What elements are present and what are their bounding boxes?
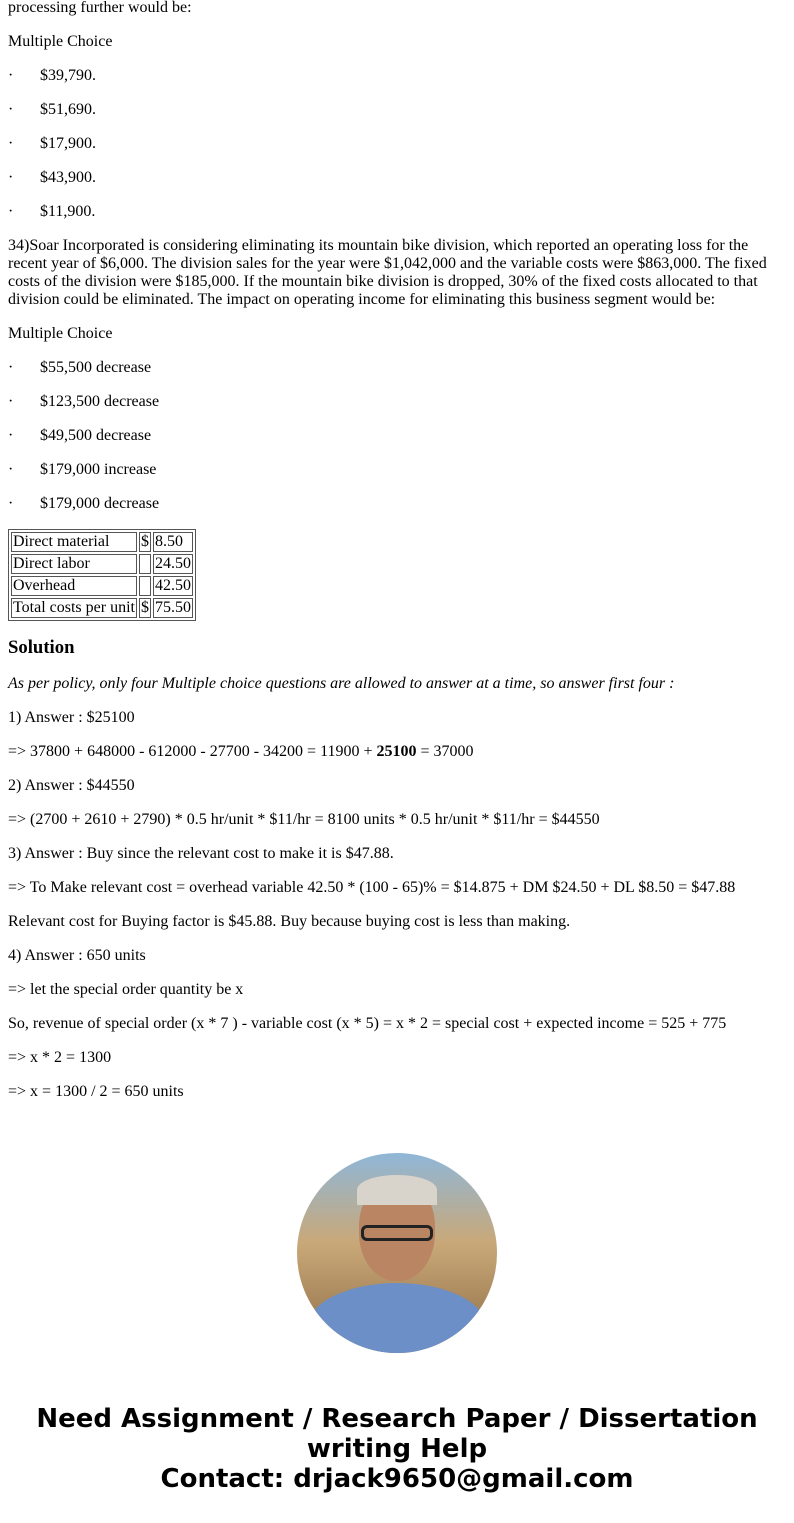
q34-text: 34)Soar Incorporated is considering eliminating its mountain bike division, which reported an operating loss for the recent year of $6,000. The division sales for the year were $1,042,000 and the variable costs were $863,000. The fixed costs of the division were $185,000. If the mountain bike division is dropped, 30% of the fixed costs allocated to that division could be eliminated. The impact on operating income for eliminating this business segment would be: [8, 237, 767, 308]
bullet: · [8, 135, 14, 152]
q33-option [8, 169, 786, 187]
table-cell: Direct labor [11, 554, 137, 574]
q34-option [8, 359, 786, 377]
q34-option [8, 495, 786, 513]
q34-option [8, 393, 786, 411]
table-cell [139, 576, 151, 596]
table-cell: $ [140, 533, 149, 550]
policy-note: As per policy, only four Multiple choice questions are allowed to answer at a time, so answer first four : [8, 675, 675, 692]
q34-multiple-choice-label: Multiple Choice [8, 325, 113, 342]
option-text: $49,500 decrease [40, 427, 152, 444]
cost-table [8, 529, 196, 621]
answer-4-step-1: => let the special order quantity be x [8, 981, 244, 998]
table-row [11, 598, 193, 618]
option-text: $179,000 increase [40, 461, 157, 478]
bullet: · [8, 101, 14, 118]
option-text: $179,000 decrease [40, 495, 160, 512]
bullet: · [8, 67, 14, 84]
footer-line-1: Need Assignment / Research Paper / Dissertation writing Help [36, 1404, 758, 1464]
q34-option [8, 427, 786, 445]
table-cell: 24.50 [154, 555, 191, 572]
footer-contact [0, 1404, 794, 1494]
q33-option [8, 203, 786, 221]
table-cell [139, 554, 151, 574]
answer-4-step-3: => x * 2 = 1300 [8, 1049, 112, 1066]
bullet: · [8, 359, 14, 376]
option-text: $39,790. [40, 67, 96, 84]
answer-2-work: => (2700 + 2610 + 2790) * 0.5 hr/unit * $11/hr = 8100 units * 0.5 hr/unit * $11/hr = $44550 [8, 811, 600, 828]
option-text: $51,690. [40, 101, 96, 118]
answer-4-step-2: So, revenue of special order (x * 7 ) - variable cost (x * 5) = x * 2 = special cost + expected income = 525 + 775 [8, 1015, 727, 1032]
table-cell: Total costs per unit [13, 599, 135, 616]
answer-1: 1) Answer : $25100 [8, 709, 135, 726]
option-text: $123,500 decrease [40, 393, 160, 410]
q33-option [8, 135, 786, 153]
table-cell: $ [140, 599, 149, 616]
answer-3: 3) Answer : Buy since the relevant cost to make it is $47.88. [8, 845, 394, 862]
bullet: · [8, 495, 14, 512]
author-photo [297, 1153, 497, 1353]
answer-1-work: => 37800 + 648000 - 612000 - 27700 - 34200 = 11900 + 25100 = 37000 [8, 743, 474, 760]
table-cell: 75.50 [154, 599, 191, 616]
table-cell: 8.50 [153, 532, 193, 552]
answer-4-step-4: => x = 1300 / 2 = 650 units [8, 1083, 184, 1100]
bullet: · [8, 427, 14, 444]
q33-option [8, 67, 786, 85]
q34-option [8, 461, 786, 479]
option-text: $55,500 decrease [40, 359, 152, 376]
table-cell: Overhead [11, 576, 137, 596]
q33-tail: processing further would be: [8, 0, 192, 16]
table-row [11, 576, 193, 596]
bullet: · [8, 203, 14, 220]
answer-4: 4) Answer : 650 units [8, 947, 146, 964]
bullet: · [8, 393, 14, 410]
footer-line-2: Contact: drjack9650@gmail.com [160, 1464, 634, 1494]
q33-multiple-choice-label: Multiple Choice [8, 33, 113, 50]
option-text: $43,900. [40, 169, 96, 186]
table-row [11, 554, 193, 574]
table-cell: 42.50 [154, 577, 191, 594]
table-cell: Direct material [11, 532, 137, 552]
table-row [11, 532, 193, 552]
answer-2: 2) Answer : $44550 [8, 777, 135, 794]
answer-3-note: Relevant cost for Buying factor is $45.88. Buy because buying cost is less than making. [8, 913, 571, 930]
option-text: $17,900. [40, 135, 96, 152]
bullet: · [8, 461, 14, 478]
answer-3-work: => To Make relevant cost = overhead variable 42.50 * (100 - 65)% = $14.875 + DM $24.50 + DL $8.50 = $47.88 [8, 879, 736, 896]
document [8, 0, 786, 1117]
q33-option [8, 101, 786, 119]
solution-heading: Solution [8, 637, 75, 658]
option-text: $11,900. [40, 203, 96, 220]
bullet: · [8, 169, 14, 186]
